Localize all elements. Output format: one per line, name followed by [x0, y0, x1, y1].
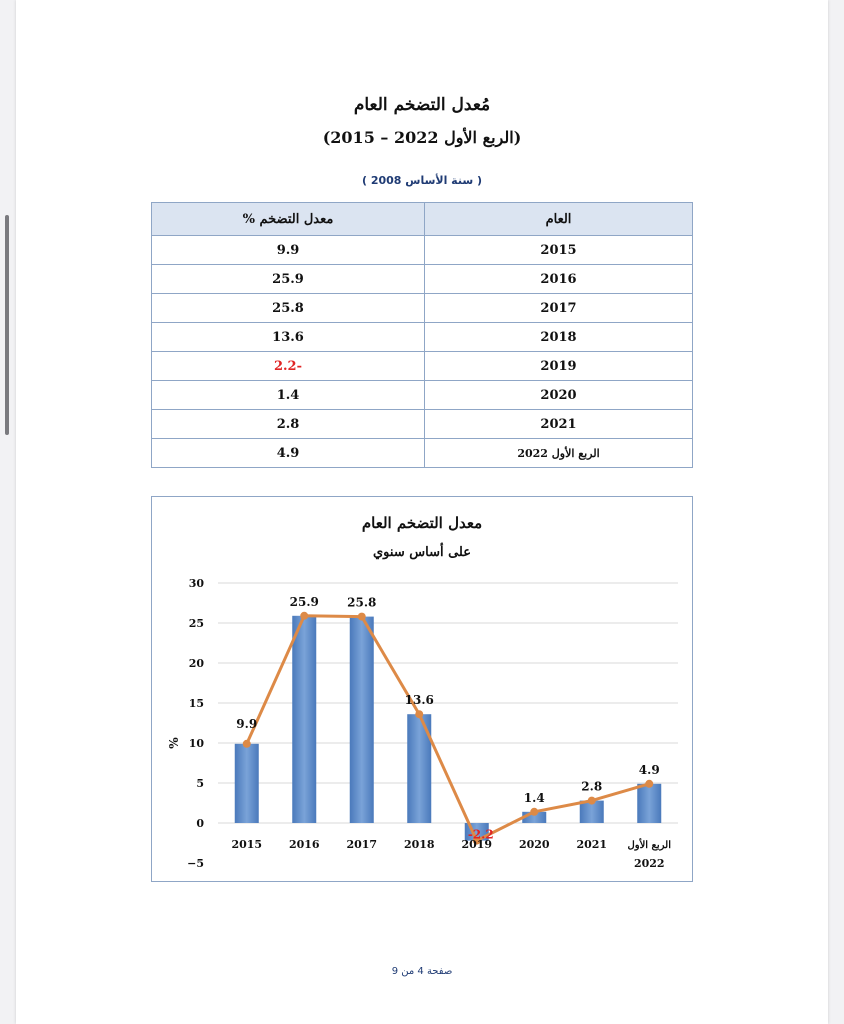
chart-point	[645, 780, 653, 788]
data-label: 4.9	[638, 762, 660, 777]
page-number: صفحة 4 من 9	[391, 966, 453, 977]
cell-rate: 13.6	[152, 323, 425, 352]
cell-rate: 25.8	[152, 294, 425, 323]
data-label: 25.8	[347, 595, 377, 610]
cell-rate-negative: -2.2	[152, 352, 425, 381]
chart-bar	[292, 616, 316, 823]
cell-year: 2020	[425, 381, 693, 410]
cell-year: 2016	[425, 265, 693, 294]
cell-year: 2021	[425, 410, 693, 439]
header-rate: معدل التضخم %	[152, 203, 425, 236]
page-subtitle: (2015 – الربع الأول 2022)	[322, 128, 522, 147]
y-tick-label: 15	[188, 697, 204, 710]
data-label: -2.2	[467, 827, 494, 842]
chart-point	[415, 710, 423, 718]
x-tick-label: 2017	[346, 838, 378, 851]
chart-point	[530, 808, 538, 816]
y-tick-label: 10	[188, 737, 204, 750]
x-tick-label: 2016	[288, 838, 320, 851]
x-tick-label: الربع الأول	[627, 840, 672, 851]
data-label: 25.9	[289, 594, 319, 609]
y-tick-label: 5	[196, 777, 204, 790]
y-tick-label: 0	[196, 817, 204, 830]
cell-rate: 9.9	[152, 236, 425, 265]
x-tick-label: 2018	[403, 838, 435, 851]
x-tick-label: 2022	[633, 857, 665, 870]
cell-rate: 1.4	[152, 381, 425, 410]
chart-point	[588, 797, 596, 805]
y-tick-label: 25	[188, 617, 204, 630]
chart-bar	[350, 617, 374, 823]
cell-year: 2017	[425, 294, 693, 323]
data-label: 2.8	[581, 779, 603, 794]
chart-point	[300, 612, 308, 620]
y-tick-label: 20	[188, 657, 204, 670]
cell-year: 2018	[425, 323, 693, 352]
x-tick-label: 2015	[231, 838, 263, 851]
chart-point	[243, 740, 251, 748]
chart-subtitle: على أساس سنوي	[373, 545, 471, 560]
x-tick-label: 2020	[518, 838, 550, 851]
cell-year: الربع الأول 2022	[425, 439, 693, 468]
cell-rate: 2.8	[152, 410, 425, 439]
data-label: 1.4	[523, 790, 545, 805]
chart-bar	[235, 744, 259, 823]
x-tick-label: 2019	[461, 838, 493, 851]
chart-title: معدل التضخم العام	[361, 514, 483, 532]
page-title: مُعدل التضخم العام	[353, 95, 491, 115]
data-label: 13.6	[404, 693, 434, 708]
cell-year: 2019	[425, 352, 693, 381]
cell-rate: 25.9	[152, 265, 425, 294]
chart-point	[358, 613, 366, 621]
data-label: 9.9	[236, 716, 258, 731]
cell-year: 2015	[425, 236, 693, 265]
header-year: العام	[425, 203, 693, 236]
cell-rate: 4.9	[152, 439, 425, 468]
x-tick-label: 2021	[576, 838, 608, 851]
y-tick-label: 30	[188, 577, 204, 590]
y-axis-label: %	[167, 737, 181, 749]
chart-bar	[637, 784, 661, 823]
y-tick-label: −5	[187, 857, 204, 870]
base-year-note: ( سنة الأساس 2008 )	[361, 174, 483, 187]
